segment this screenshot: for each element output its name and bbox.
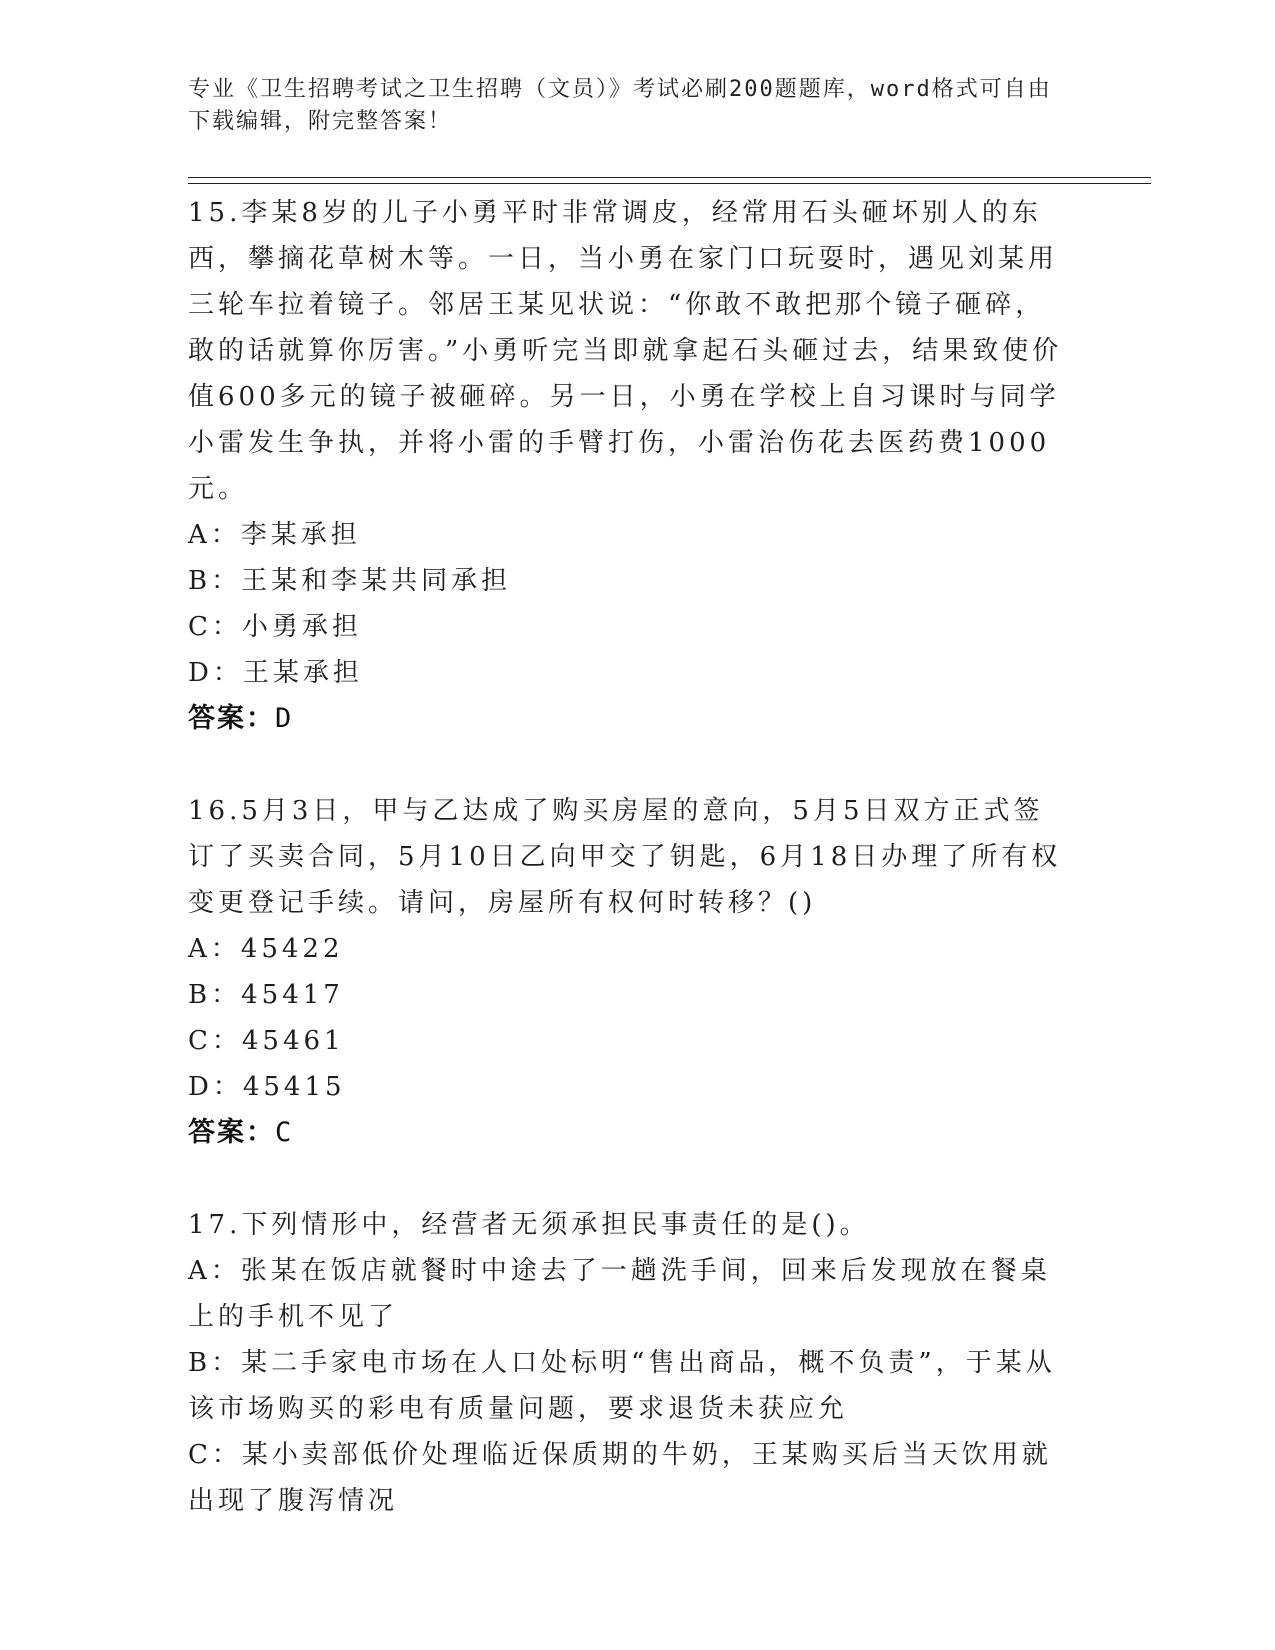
option-d: D：45415 <box>188 1072 346 1102</box>
question-list <box>188 190 1068 1524</box>
question-stem: 17.下列情形中，经营者无须承担民事责任的是()。 <box>188 1210 870 1240</box>
page-header: 专业《卫生招聘考试之卫生招聘（文员）》考试必刷200题题库，word格式可自由下载编辑，附完整答案！ <box>188 77 1052 134</box>
option-b: B：某二手家电市场在人口处标明“售出商品，概不负责”，于某从该市场购买的彩电有质量问题，要求退货未获应允 <box>188 1348 1056 1424</box>
answer-value: C <box>275 1117 294 1148</box>
option-a: A：45422 <box>188 934 344 964</box>
option-a: A：张某在饭店就餐时中途去了一趟洗手间，回来后发现放在餐桌上的手机不见了 <box>188 1256 1051 1332</box>
answer-line <box>188 696 1068 742</box>
option-c: C：某小卖部低价处理临近保质期的牛奶，王某购买后当天饮用就出现了腹泻情况 <box>188 1440 1052 1516</box>
answer-label: 答案： <box>188 1117 275 1148</box>
answer-label: 答案： <box>188 703 275 734</box>
answer-value: D <box>275 703 294 734</box>
question-stem: 15.李某8岁的儿子小勇平时非常调皮，经常用石头砸坏别人的东西，攀摘花草树木等。一日，当小勇在家门口玩耍时，遇见刘某用三轮车拉着镜子。邻居王某见状说：“你敢不敢把那个镜子砸碎，敢的话就算你厉害。”小勇听完当即就拿起石头砸过去，结果致使价值600多元的镜子被砸碎。另一日，小勇在学校上自习课时与同学小雷发生争执，并将小雷的手臂打伤，小雷治伤花去医药费1000元。 <box>188 198 1063 504</box>
option-c: C：小勇承担 <box>188 612 362 642</box>
option-d: D：王某承担 <box>188 658 363 688</box>
spacer <box>188 1156 1068 1202</box>
question-stem: 16.5月3日，甲与乙达成了购买房屋的意向，5月5日双方正式签订了买卖合同，5月10日乙向甲交了钥匙，6月18日办理了所有权变更登记手续。请问，房屋所有权何时转移？() <box>188 796 1062 918</box>
option-b: B：王某和李某共同承担 <box>188 566 512 596</box>
question-16 <box>188 788 1068 1156</box>
header-divider-top <box>188 177 1151 178</box>
spacer <box>188 742 1068 788</box>
header-divider-bottom <box>188 183 1151 184</box>
option-a: A：李某承担 <box>188 520 361 550</box>
answer-line <box>188 1110 1068 1156</box>
question-17 <box>188 1202 1068 1524</box>
option-c: C：45461 <box>188 1026 345 1056</box>
question-15 <box>188 190 1068 742</box>
option-b: B：45417 <box>188 980 344 1010</box>
